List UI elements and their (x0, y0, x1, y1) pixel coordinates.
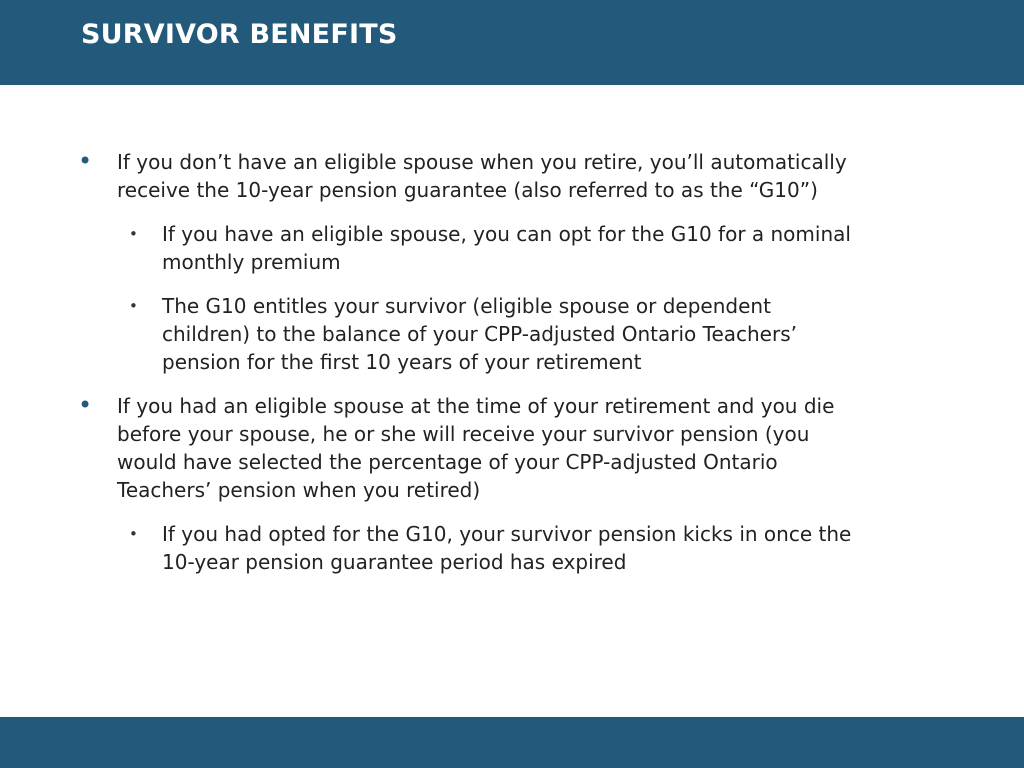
sub-bullet-item-g10-entitlement (0, 292, 862, 376)
sub-bullet-icon: • (129, 297, 138, 315)
bullet-icon: • (78, 147, 93, 175)
bullet-item-survivor-pension (0, 392, 862, 504)
sub-bullet-item-opt-g10 (0, 220, 862, 276)
bullet-text: If you don’t have an eligible spouse when you retire, you’ll automatically receive the 10-year pension guarantee (also referred to as the “G10”) (117, 150, 847, 202)
bullet-icon: • (78, 391, 93, 419)
bullet-text: If you had an eligible spouse at the time of your retirement and you die before your spouse, he or she will receive your survivor pension (you would have selected the percentage of your CPP-adjusted Ontario Teachers’ pension when you retired) (117, 394, 835, 502)
sub-bullet-text: If you have an eligible spouse, you can opt for the G10 for a nominal monthly premium (162, 222, 851, 274)
sub-bullet-text: The G10 entitles your survivor (eligible spouse or dependent children) to the balance of your CPP-adjusted Ontario Teachers’ pension for the first 10 years of your retirement (162, 294, 797, 374)
sub-bullet-icon: • (129, 525, 138, 543)
slide-title: SURVIVOR BENEFITS (81, 19, 398, 50)
sub-bullet-item-g10-expiry (0, 520, 862, 576)
bullet-list (0, 148, 1024, 592)
sub-bullet-icon: • (129, 225, 138, 243)
bullet-item-g10-automatic (0, 148, 862, 204)
sub-bullet-text: If you had opted for the G10, your survivor pension kicks in once the 10-year pension guarantee period has expired (162, 522, 852, 574)
header-bar (0, 0, 1024, 85)
footer-bar (0, 717, 1024, 768)
